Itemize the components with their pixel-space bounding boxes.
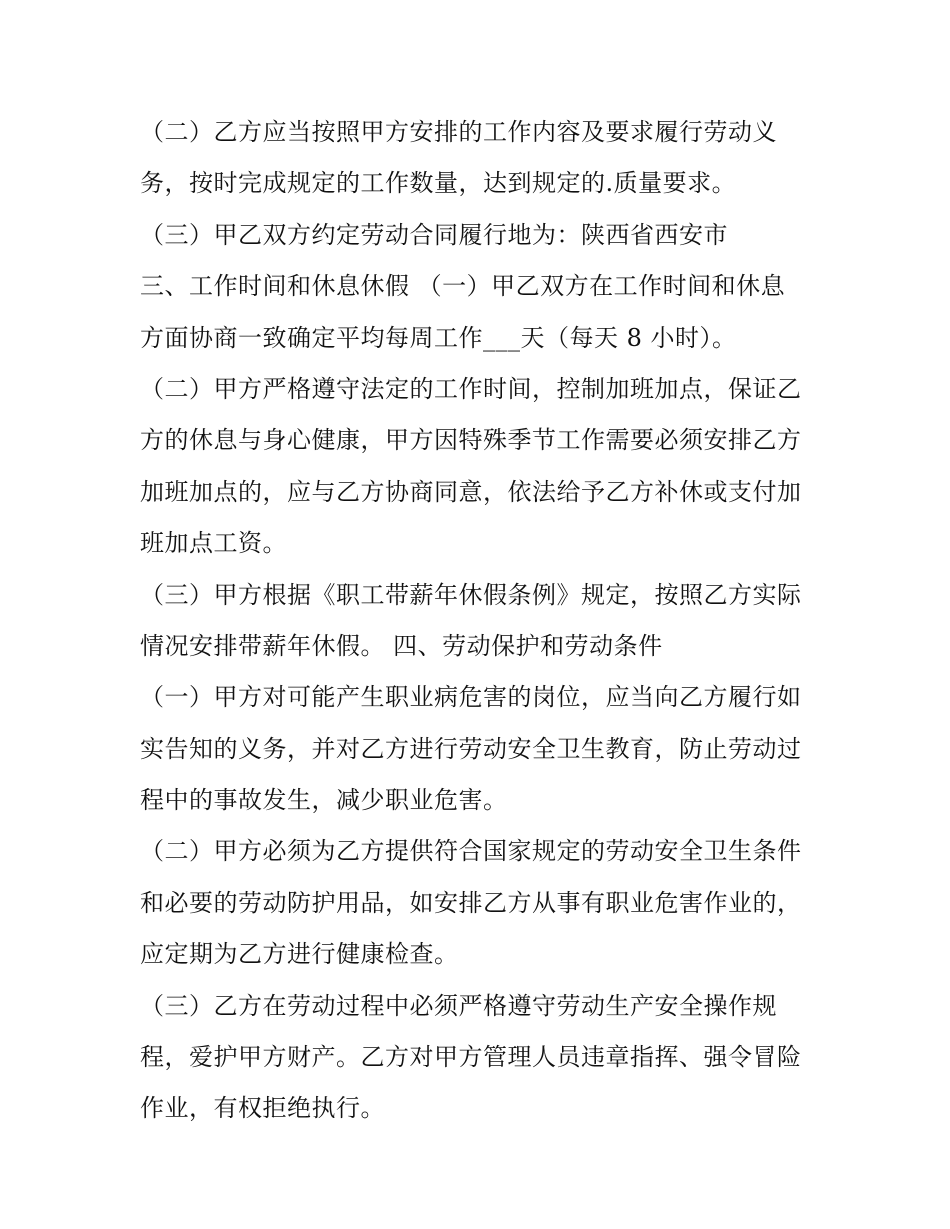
text-line: 加班加点的，应与乙方协商同意，依法给予乙方补休或支付加 [140,477,802,506]
text-line: 情况安排带薪年休假。 四、劳动保护和劳动条件 [140,631,663,660]
text-line: 班加点工资。 [140,529,287,558]
text-line: （二）乙方应当按照甲方安排的工作内容及要求履行劳动义 [140,118,777,146]
text-line: 程中的事故发生，减少职业危害。 [140,786,508,815]
text-line: 三、工作时间和休息休假 （一）甲乙双方在工作时间和休息 [140,272,786,301]
text-line: 务，按时完成规定的工作数量，达到规定的.质量要求。 [140,169,737,198]
text-line: （二）甲方严格遵守法定的工作时间，控制加班加点，保证乙 [140,374,802,403]
text-line: 方的休息与身心健康，甲方因特殊季节工作需要必须安排乙方 [140,426,802,455]
text-line: 程，爱护甲方财产。乙方对甲方管理人员违章指挥、强令冒险 [140,1043,802,1072]
text-line: （二）甲方必须为乙方提供符合国家规定的劳动安全卫生条件 [140,837,802,866]
text-line: 应定期为乙方进行健康检查。 [140,940,459,969]
text-line: （三）甲乙双方约定劳动合同履行地为：陕西省西安市 [140,220,728,249]
text-line: 和必要的劳动防护用品，如安排乙方从事有职业危害作业的， [140,888,802,917]
text-line: （三）乙方在劳动过程中必须严格遵守劳动生产安全操作规 [140,991,777,1020]
text-line: 实告知的义务，并对乙方进行劳动安全卫生教育，防止劳动过 [140,734,802,763]
text-line: 作业，有权拒绝执行。 [140,1094,385,1123]
text-line: （三）甲方根据《职工带薪年休假条例》规定，按照乙方实际 [140,580,802,609]
document-body [140,107,820,1135]
text-line: 方面协商一致确定平均每周工作___天（每天 8 小时）。 [140,323,737,352]
text-line: （一）甲方对可能产生职业病危害的岗位，应当向乙方履行如 [140,683,802,712]
